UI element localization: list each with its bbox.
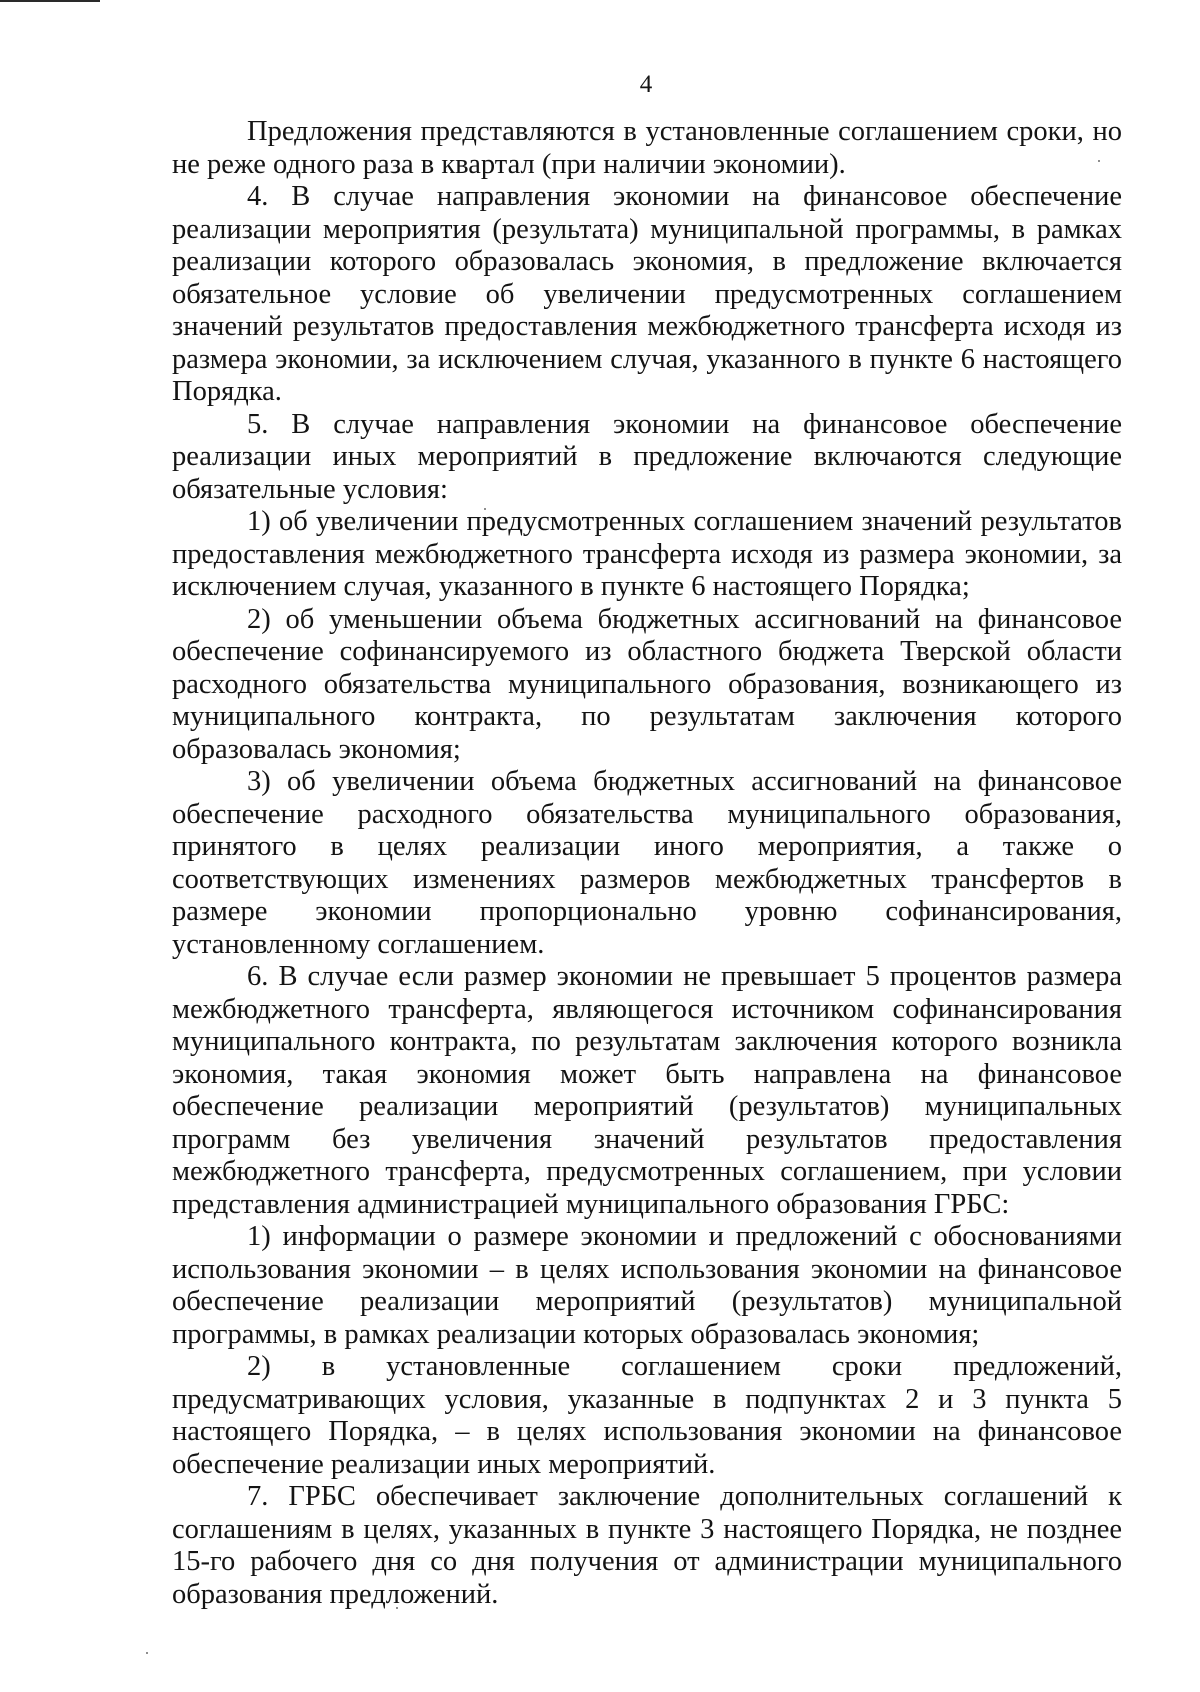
paragraph-item-5-sub-3: 3) об увеличении объема бюджетных ассигнований на финансовое обеспечение расходного обязательства муниципального образования, принятого в целях реализации иного мероприятия, а также о соответствующих изменениях размеров межбюджетных трансфертов в размере экономии пропорционально уровню софинансирования, установленному соглашением.: [172, 766, 1122, 960]
paragraph-item-5-sub-2: 2) об уменьшении объема бюджетных ассигнований на финансовое обеспечение софинансируемого из областного бюджета Тверской области расходного обязательства муниципального образования, возникающего из муниципального контракта, по результатам заключения которого образовалась экономия;: [172, 603, 1122, 765]
paragraph-item-6-sub-1: 1) информации о размере экономии и предложений с обоснованиями использования экономии – в целях использования экономии на финансовое обеспечение реализации мероприятий (результатов) муниципальной программы, в рамках реализации которых образовалась экономия;: [172, 1221, 1122, 1350]
paragraph-item-6-sub-2: 2) в установленные соглашением сроки предложений, предусматривающих условия, указанные в подпунктах 2 и 3 пункта 5 настоящего Порядка, – в целях использования экономии на финансовое обеспечение реализации иных мероприятий.: [172, 1351, 1122, 1480]
scan-edge-line: [0, 0, 100, 2]
paragraph-item-5: 5. В случае направления экономии на финансовое обеспечение реализации иных мероприятий в предложение включаются следующие обязательные условия:: [172, 408, 1122, 505]
page-number: 4: [639, 71, 653, 98]
paragraph-item-7: 7. ГРБС обеспечивает заключение дополнительных соглашений к соглашениям в целях, указанных в пункте 3 настоящего Порядка, не позднее 15-го рабочего дня со дня получения от администрации муниципального образования предложений.: [172, 1481, 1122, 1610]
paragraph-item-4: 4. В случае направления экономии на финансовое обеспечение реализации мероприятия (результата) муниципальной программы, в рамках реализации которого образовалась экономия, в предложение включается обязательное условие об увеличении предусмотренных соглашением значений результатов предоставления межбюджетного трансферта исходя из размера экономии, за исключением случая, указанного в пункте 6 настоящего Порядка.: [172, 181, 1122, 407]
paragraph-proposals-deadline: Предложения представляются в установленные соглашением сроки, но не реже одного раза в квартал (при наличии экономии).: [172, 116, 1122, 180]
document-body: [172, 116, 1122, 1611]
paragraph-item-6: 6. В случае если размер экономии не превышает 5 процентов размера межбюджетного трансферта, являющегося источником софинансирования муниципального контракта, по результатам заключения которого возникла экономия, такая экономия может быть направлена на финансовое обеспечение реализации мероприятий (результатов) муниципальных программ без увеличения значений результатов предоставления межбюджетного трансферта, предусмотренных соглашением, при условии представления администрацией муниципального образования ГРБС:: [172, 961, 1122, 1220]
scan-speck: [146, 1652, 148, 1654]
paragraph-item-5-sub-1: 1) об увеличении предусмотренных соглашением значений результатов предоставления межбюджетного трансферта исходя из размера экономии, за исключением случая, указанного в пункте 6 настоящего Порядка;: [172, 506, 1122, 602]
